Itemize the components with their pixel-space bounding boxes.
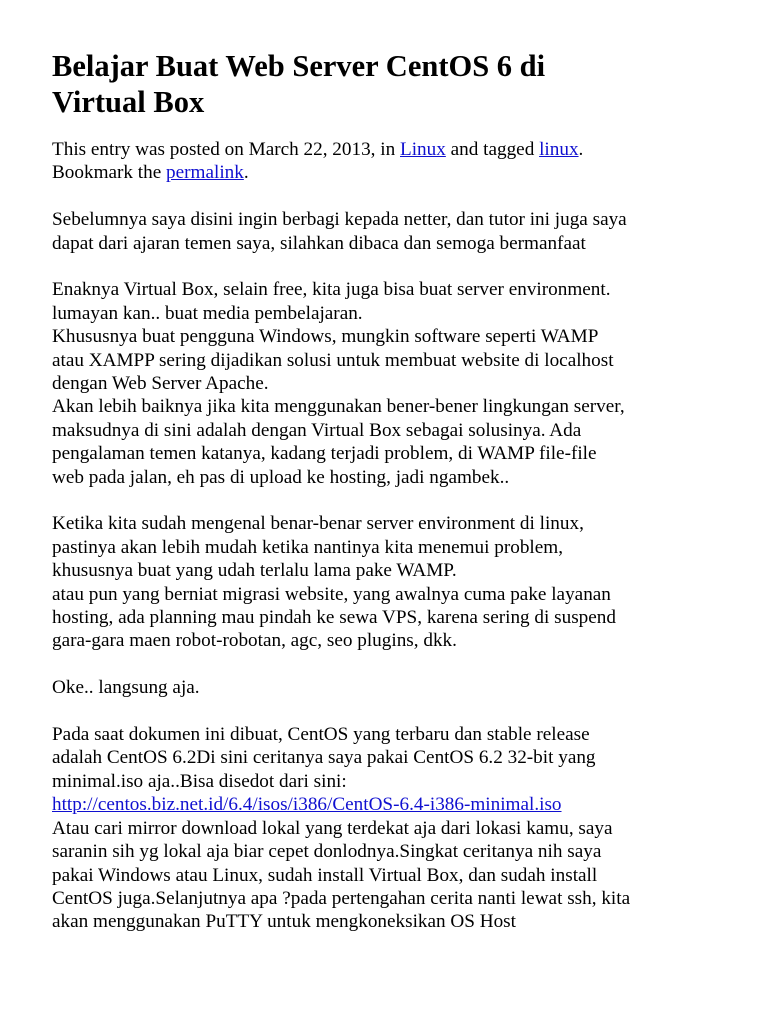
- text-line: pastinya akan lebih mudah ketika nantinya kita menemui problem,: [52, 536, 563, 558]
- text-line: Atau cari mirror download lokal yang terdekat aja dari lokasi kamu, saya: [52, 817, 613, 839]
- text-line: Ketika kita sudah mengenal benar-benar server environment di linux,: [52, 513, 584, 535]
- meta-text: .: [578, 139, 584, 160]
- text-line: Sebelumnya saya disini ingin berbagi kepada netter, dan tutor ini juga saya: [52, 209, 627, 231]
- text-line: minimal.iso aja..Bisa disedot dari sini:: [52, 770, 347, 792]
- text-line: gara-gara maen robot-robotan, agc, seo plugins, dkk.: [52, 630, 457, 652]
- text-line: Akan lebih baiknya jika kita menggunakan bener-bener lingkungan server,: [52, 396, 625, 418]
- text-line: khususnya buat yang udah terlalu lama pake WAMP.: [52, 560, 457, 582]
- category-link[interactable]: Linux: [400, 139, 446, 160]
- meta-text: Bookmark the: [52, 162, 167, 184]
- text-line: atau XAMPP sering dijadikan solusi untuk membuat website di localhost: [52, 349, 614, 371]
- text-line: lumayan kan.. buat media pembelajaran.: [52, 302, 363, 324]
- paragraph-intro: [52, 208, 716, 255]
- entry-meta: [52, 138, 716, 185]
- article-title-line: Virtual Box: [52, 85, 205, 119]
- text-line: web pada jalan, eh pas di upload ke hosting, jadi ngambek..: [52, 466, 510, 488]
- text-line: dapat dari ajaran temen saya, silahkan dibaca dan semoga bermanfaat: [52, 232, 586, 254]
- text-line: pengalaman temen katanya, kadang terjadi problem, di WAMP file-file: [52, 443, 597, 465]
- text-line: atau pun yang berniat migrasi website, yang awalnya cuma pake layanan: [52, 583, 611, 605]
- entry-meta-line: [52, 161, 716, 184]
- text-line: saranin sih yg lokal aja biar cepet donlodnya.Singkat ceritanya nih saya: [52, 841, 602, 863]
- text-line: dengan Web Server Apache.: [52, 373, 269, 395]
- text-line: akan menggunakan PuTTY untuk mengkoneksikan OS Host: [52, 911, 516, 933]
- text-line: Oke.. langsung aja.: [52, 677, 200, 699]
- meta-text: and tagged: [445, 139, 540, 160]
- text-line: adalah CentOS 6.2Di sini ceritanya saya pakai CentOS 6.2 32-bit yang: [52, 747, 596, 769]
- paragraph-oke: [52, 676, 716, 699]
- paragraph-download: [52, 723, 716, 934]
- paragraph-server-environment: [52, 512, 716, 652]
- text-line: Khususnya buat pengguna Windows, mungkin software seperti WAMP: [52, 326, 599, 348]
- text-line: Enaknya Virtual Box, selain free, kita juga bisa buat server environment.: [52, 279, 611, 301]
- text-line: hosting, ada planning mau pindah ke sewa VPS, karena sering di suspend: [52, 607, 616, 629]
- tag-link[interactable]: linux: [539, 139, 579, 160]
- download-link-line: [52, 793, 716, 816]
- centos-download-link[interactable]: http://centos.biz.net.id/6.4/isos/i386/CentOS-6.4-i386-minimal.iso: [52, 794, 562, 816]
- permalink-link[interactable]: permalink: [166, 162, 244, 184]
- paragraph-virtualbox: [52, 278, 716, 489]
- text-line: CentOS juga.Selanjutnya apa ?pada pertengahan cerita nanti lewat ssh, kita: [52, 887, 631, 909]
- text-line: maksudnya di sini adalah dengan Virtual Box sebagai solusinya. Ada: [52, 419, 582, 441]
- meta-text: .: [243, 162, 249, 184]
- article-title: [52, 48, 716, 120]
- text-line: Pada saat dokumen ini dibuat, CentOS yang terbaru dan stable release: [52, 724, 590, 746]
- meta-text: This entry was posted on March 22, 2013, in: [52, 139, 400, 160]
- text-line: pakai Windows atau Linux, sudah install Virtual Box, dan sudah install: [52, 864, 598, 886]
- article-title-line: Belajar Buat Web Server CentOS 6 di: [52, 49, 546, 83]
- entry-meta-line: [52, 138, 716, 161]
